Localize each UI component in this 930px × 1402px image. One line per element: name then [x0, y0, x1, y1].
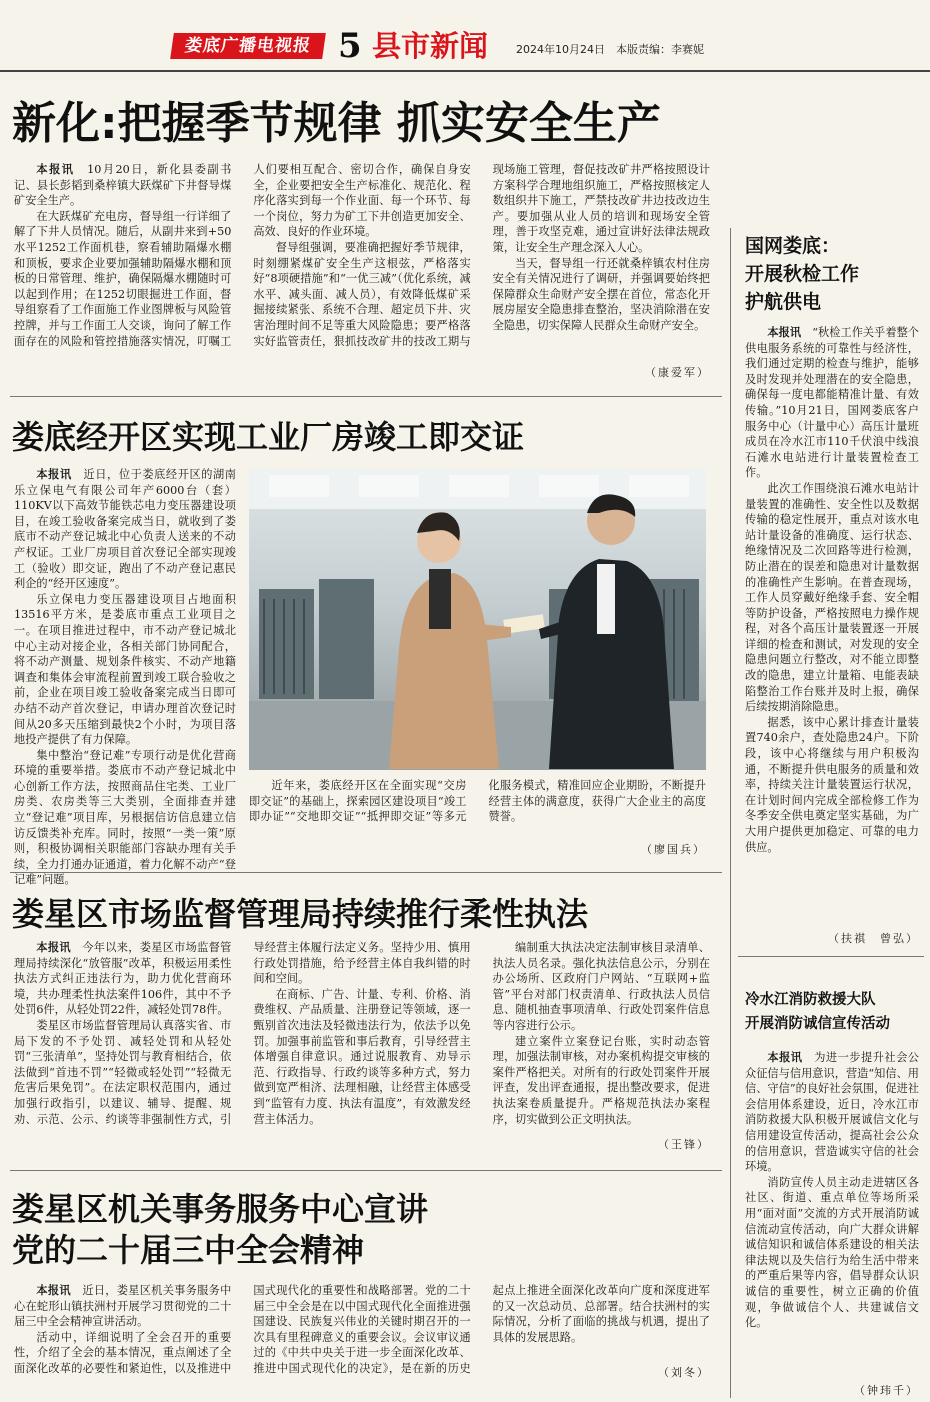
article1-byline: （康爱军）	[645, 366, 710, 379]
sidebar1-headline	[745, 232, 923, 316]
divider	[10, 396, 722, 397]
sidebar2-lead: 本报讯	[767, 1051, 803, 1064]
divider	[10, 872, 722, 873]
article1-paragraph: 10月20日，新化县委副书记、县长彭韬到桑梓镇大跃煤矿下井督导煤矿安全生产。	[14, 163, 232, 208]
sidebar2-headline	[745, 988, 925, 1036]
sidebar1-paragraph: 此次工作围绕浪石滩水电站计量装置的准确性、安全性以及数据传输的稳定性展开，重点对该水电站计量设备的准确度、运行状态、绝缘情况及二次回路等进行检测，防止潜在的误差和隐患对计量数据的准确性产生影响。在普查现场，工作人员穿戴好绝缘手套、安全帽等防护设备，严格按照电力操作规程，对各个高压计量装置逐一开展详细的检查和测试，对发现的安全隐患问题立行整改，对不能立即整改的隐患，建立计量箱、电能表缺陷整治工作台账并及时上报，确保后续按期消除隐患。	[745, 481, 919, 714]
date-editor-line: 2024年10月24日 本版责编：李赛妮	[516, 43, 704, 56]
masthead-rule	[0, 70, 930, 72]
sidebar1-headline-line: 护航供电	[745, 291, 822, 313]
sidebar1-lead: 本报讯	[767, 326, 802, 339]
article4-lead: 本报讯	[36, 1284, 71, 1297]
section-title: 县市新闻	[372, 29, 489, 63]
article1-body	[14, 162, 710, 382]
divider	[738, 956, 924, 957]
article4-paragraph: 活动中，详细说明了全会召开的重要性，介绍了全会的基本情况，重点阐述了全面深化改革的必要性和紧迫性，以及推进中国式现代化的重要性和战略部署。党的二十届三中全会是在以中国式现代化全面推进强国建设、民族复兴伟业的关键时期召开的一次具有里程碑意义的重要会议。会议审议通过的《中共中央关于进一步全面深化改革、推进中国式现代化的决定》，是在新的历史起点上推进全面深化改革向广度和深度进军的又一次总动员、总部署。结合扶洲村的实际情况，分析了面临的挑战与机遇，提出了具体的发展思路。	[14, 1284, 710, 1375]
article4-byline: （刘冬）	[658, 1366, 710, 1379]
article4-paragraph: 近日，娄星区机关事务服务中心在蛇形山镇扶洲村开展学习贯彻党的二十届三中全会精神宣讲活动。	[14, 1284, 232, 1329]
article4-headline-line2: 党的二十届三中全会精神	[12, 1231, 365, 1269]
article3-paragraph: 编制重大执法决定法制审核目录清单、执法人员名录。强化执法信息公示，分别在办公场所、区政府门户网站、“互联网+监管”平台对部门权责清单、行政执法人员信息、随机抽查事项清单、行政处罚案件信息等内容进行公示。	[492, 941, 710, 1032]
article3-lead: 本报讯	[36, 941, 71, 954]
sidebar2-byline: （钟玮千）	[854, 1384, 919, 1397]
article2-col1	[14, 467, 236, 887]
article2-headline: 娄底经开区实现工业厂房竣工即交证	[12, 418, 525, 456]
article1-paragraph: 在大跃煤矿充电房，督导组一行详细了解了下井人员情况。随后，从副井来到+50水平1252工作面机巷，察看辅助隔爆水棚和顶板，要求企业要加强辅助隔爆水棚和顶板的日常管理、维护，确保隔爆水棚随时可以起到作用；在1252切眼掘进工作面，督导组察看了工作面施工作业图牌板与风险管控牌，并与工作面工人交谈，询问了解工作面存在的风险和管控措施落实情况，叮嘱工人们要相互配合、密切合作，确保自身安全，企业要把安全生产标准化、规范化、程序化落实到每一个作业面、每一个环节、每一个岗位，努力为矿工下井创造更加安全、高效、良好的作业环境。	[14, 163, 471, 348]
article1-paragraph: 督导组强调，要准确把握好季节规律，时刻绷紧煤矿安全生产这根弦，严格落实好“8项硬措施”和“一优三减”（优化系统，减水平、减头面、减人员），有效降低煤矿采掘接续紧张、系统不合理、超定员下井、灾害治理时间不足等重大风险隐患；要严格落实好监管责任，狠抓技改矿井的技改工期与现场施工管理，督促技改矿井严格按照设计方案科学合理地组织施工，严格按照核定人数组织井下施工，严禁技改矿井边技改边生产。要加强从业人员的培训和现场安全管理，善于攻坚克难，通过宣讲好法律法规政策，让安全生产理念深入人心。	[253, 163, 710, 348]
article1-lead: 本报讯	[36, 163, 75, 176]
newspaper-logo: 娄底广播电视报	[170, 33, 326, 59]
sidebar1-headline-line: 国网娄底：	[745, 235, 841, 257]
divider	[10, 1170, 722, 1171]
article1-headline: 新化:把握季节规律 抓实安全生产	[12, 98, 661, 149]
article2-paragraph: 近日，位于娄底经开区的湖南乐立保电气有限公司年产6000台（套）110KV以下高效节能铁芯电力变压器建设项目，在竣工验收备案完成当日，就收到了娄底市不动产登记城北中心负责人送来的不动产权证。工业厂房项目首次登记全部实现竣工（验收）即交证，跑出了不动产登记惠民利企的“经开区速度”。	[14, 468, 236, 591]
page-number: 5	[338, 26, 362, 66]
article3-paragraph: 娄星区市场监督管理局认真落实省、市局下发的不予处罚、减轻处罚和从轻处罚“三张清单”，坚持处罚与教育相结合，依法做到“首违不罚”“轻微或轻处罚”“轻微无危害后果免罚”。在法定职权范围内，通过加强行政指引，以建议、辅导、提醒、规劝、示范、公示、约谈等非强制性方式，引导经营主体履行法定义务。坚持少用、慎用行政处罚措施，给予经营主体自我纠错的时间和空间。	[14, 941, 471, 1126]
article2-lead: 本报讯	[36, 468, 72, 481]
article3-paragraph: 今年以来，娄星区市场监督管理局持续深化“放管服”改革，积极运用柔性执法方式纠正违法行为，助力优化营商环境，共办理柔性执法案件106件，其中不予处罚6件，从轻处罚22件，减轻处罚78件。	[14, 941, 232, 1017]
sidebar2-headline-line: 开展消防诚信宣传活动	[745, 1016, 890, 1032]
article4-headline-line1: 娄星区机关事务服务中心宣讲	[12, 1190, 429, 1228]
sidebar1-paragraph: “秋检工作关乎着整个供电服务系统的可靠性与经济性，我们通过定期的检查与维护，能够及时发现并处理潜在的安全隐患，确保每一度电都能精准计量、有效传输。”10月21日，国网娄底客户服务中心（计量中心）高压计量班成员在冷水江市110千伏浪中线浪石滩水电站进行计量装置检查工作。	[745, 326, 919, 480]
article2-paragraph: 集中整治“登记难”专项行动是优化营商环境的重要举措。娄底市不动产登记城北中心创新工作方法，按照商品住宅类、工业厂房类、农房类等三大类别，全面排查并建立“登记难”项目库，另根据信访信息建立信访反馈类补充库。同时，按照“一类一策”原则，积极协调相关职能部门容缺办理有关手续，全力打通办证通道，着力化解不动产“登记难”问题。	[14, 748, 236, 887]
article3-headline: 娄星区市场监督管理局持续推行柔性执法	[12, 895, 589, 933]
sidebar1-byline: （扶祺 曾弘）	[828, 932, 919, 945]
photo-illustration	[249, 469, 706, 770]
article3-paragraph: 在商标、广告、计量、专利、价格、消费维权、产品质量、注册登记等领域，逐一甄别首次违法及轻微违法行为，依法予以免罚。加强事前监管和事后教育，引导经营主体增强自律意识。通过说服教育、劝导示范、行政指导、行政约谈等多种方式，努力做到宽严相济、法理相融，让经营主体感受到“监管有力度、执法有温度”，有效激发经营主体活力。	[253, 987, 471, 1126]
sidebar2-paragraph: 消防宣传人员主动走进辖区各社区、街道、重点单位等场所采用“面对面”交流的方式开展消防诚信流动宣传活动，向广大群众讲解诚信知识和诚信体系建设的相关法律法规以及失信行为给生活中带来的严重后果等内容，倡导群众认识诚信的重要性，树立正确的价值观，争做诚信个人、共建诚信文化。	[745, 1175, 919, 1330]
sidebar2-paragraph: 为进一步提升社会公众征信与信用意识，营造“知信、用信、守信”的良好社会氛围，促进社会信用体系建设，近日，冷水江市消防救援大队积极开展诚信文化与信用建设宣传活动，提高社会公众的信用意识，营造诚实守信的社会环境。	[745, 1051, 919, 1174]
news-photo	[249, 469, 706, 770]
article3-body	[14, 940, 710, 1156]
article2-byline: （廖国兵）	[641, 843, 706, 856]
article2-paragraph: 近年来，娄底经开区在全面实现“交房即交证”的基础上，探索园区建设项目“竣工即办证”“交地即交证”“抵押即交证”等多元化服务模式，精准回应企业期盼，不断提升经营主体的满意度，获得广大企业主的高度赞誉。	[249, 779, 706, 824]
sidebar2-headline-line: 冷水江消防救援大队	[745, 992, 876, 1008]
article1-paragraph: 当天，督导组一行还就桑梓镇农村住房安全有关情况进行了调研，并强调要始终把保障群众生命财产安全摆在首位，常态化开展房屋安全隐患排查整治，坚决消除潜在安全隐患，切实保障人民群众生命财产安全。	[492, 256, 710, 332]
article3-byline: （王锋）	[658, 1138, 710, 1151]
article3-paragraph: 建立案件立案登记台账，实时动态管理，加强法制审核，对办案机构提交审核的案件严格把关。对所有的行政处罚案件开展评查，发出评查通报，提出整改要求，促进执法案卷质量提升。严格规范执法办案程序，切实做到公正文明执法。	[492, 1034, 710, 1126]
sidebar2-body	[745, 1050, 919, 1380]
article2-paragraph: 乐立保电力变压器建设项目占地面积13516平方米，是娄底市重点工业项目之一。在项目推进过程中，市不动产登记城北中心主动对接企业，各相关部门协同配合，将不动产测量、规划条件核实、不动产地籍调查和集体会审流程前置到竣工联合验收之前，企业在项目竣工验收备案完成当日即可办结不动产首次登记，申请办理首次登记时间从20多天压缩到最快2个小时，为项目落地投产提供了有力保障。	[14, 592, 236, 747]
sidebar-divider	[730, 228, 731, 1398]
sidebar1-headline-line: 开展秋检工作	[745, 263, 860, 285]
sidebar1-paragraph: 据悉，该中心累计排查计量装置740余户，查处隐患24户。下阶段，该中心将继续与用户积极沟通，不断提升供电服务的质量和效率，持续关注计量装置运行状况，在计划时间内完成全部检修工作为冬季安全供电奠定坚实基础，为广大用户提供更加稳定、可靠的电力供应。	[745, 715, 919, 854]
sidebar1-body	[745, 325, 919, 927]
